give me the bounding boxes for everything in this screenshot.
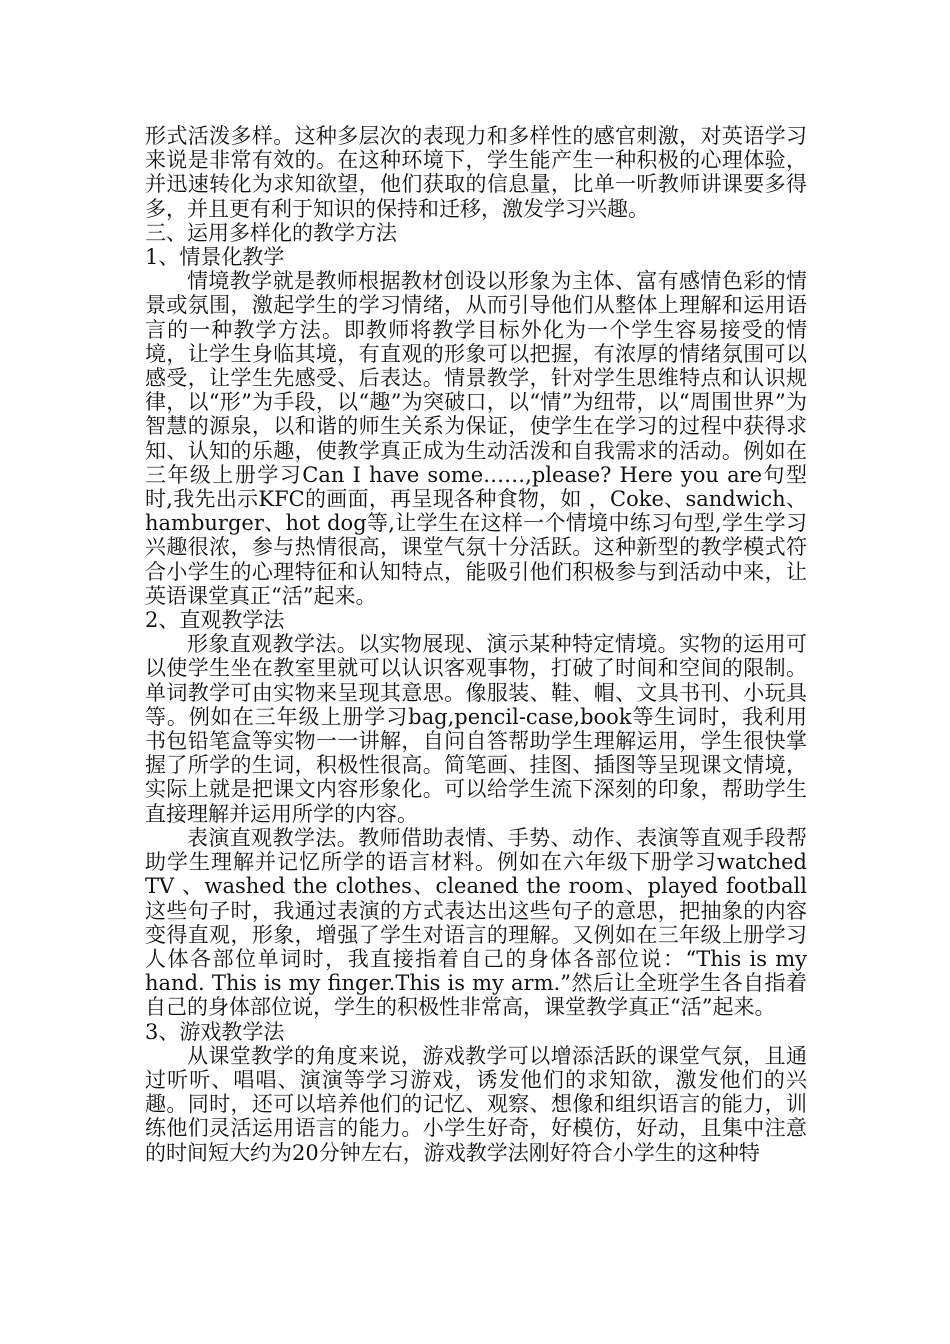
subsection-heading: 1、情景化教学 xyxy=(145,245,285,270)
paragraph: 表演直观教学法。教师借助表情、手势、动作、表演等直观手段帮助学生理解并记忆所学的语言材料。例如在六年级下册学习watched TV 、washed the clothes、cleaned the room、played football这些句子时，我通过表演的方式表达出这些句子的意思，把抽象的内容变得直观，形象，增强了学生对语言的理解。又例如在三年级上册学习人体各部位单词时，我直接指着自己的身体各部位说：“This is my hand. This is my finger.This is my arm.”然后让全班学生各自指着自己的身体部位说，学生的积极性非常高，课堂教学真正“活”起来。 xyxy=(145,825,807,1020)
section-heading: 三、运用多样化的教学方法 xyxy=(145,220,397,245)
subsection-heading: 3、游戏教学法 xyxy=(145,1019,285,1044)
paragraph: 从课堂教学的角度来说，游戏教学可以增添活跃的课堂气氛，且通过听听、唱唱、演演等学习游戏，诱发他们的求知欲，激发他们的兴趣。同时，还可以培养他们的记忆、观察、想像和组织语言的能力，训练他们灵活运用语言的能力。小学生好奇，好模仿，好动，且集中注意的时间短大约为20分钟左右，游戏教学法刚好符合小学生的这种特 xyxy=(145,1043,807,1165)
paragraph: 形象直观教学法。以实物展现、演示某种特定情境。实物的运用可以使学生坐在教室里就可以认识客观事物，打破了时间和空间的限制。单词教学可由实物来呈现其意思。像服装、鞋、帽、文具书刊、小玩具等。例如在三年级上册学习bag,pencil-case,book等生词时，我利用书包铅笔盒等实物一一讲解，自问自答帮助学生理解运用，学生很快掌握了所学的生词，积极性很高。简笔画、挂图、插图等呈现课文情境，实际上就是把课文内容形象化。可以给学生流下深刻的印象，帮助学生直接理解并运用所学的内容。 xyxy=(145,632,807,826)
paragraph: 情境教学就是教师根据教材创设以形象为主体、富有感情色彩的情景或氛围，激起学生的学习情绪，从而引导他们从整体上理解和运用语言的一种教学方法。即教师将教学目标外化为一个学生容易接受的情境，让学生身临其境，有直观的形象可以把握，有浓厚的情绪氛围可以感受，让学生先感受、后表达。情景教学，针对学生思维特点和认识规律，以“形”为手段，以“趣”为突破口，以“情”为纽带，以“周围世界”为智慧的源泉，以和谐的师生关系为保证，使学生在学习的过程中获得求知、认知的乐趣，使教学真正成为生动活泼和自我需求的活动。例如在三年级上册学习Can I have some……,please? Here you are句型时,我先出示KFC的画面，再呈现各种食物，如 ，Coke、sandwich、hamburger、hot dog等,让学生在这样一个情境中练习句型,学生学习兴趣很浓，参与热情很高，课堂气氛十分活跃。这种新型的教学模式符合小学生的心理特征和认知特点，能吸引他们积极参与到活动中来，让英语课堂真正“活”起来。 xyxy=(145,269,807,608)
document-page xyxy=(145,124,807,1165)
subsection-heading: 2、直观教学法 xyxy=(145,608,285,633)
paragraph-continued: 形式活泼多样。这种多层次的表现力和多样性的感官刺激，对英语学习来说是非常有效的。在这种环境下，学生能产生一种积极的心理体验，并迅速转化为求知欲望，他们获取的信息量，比单一听教师讲课要多得多，并且更有利于知识的保持和迁移，激发学习兴趣。 xyxy=(145,124,807,221)
